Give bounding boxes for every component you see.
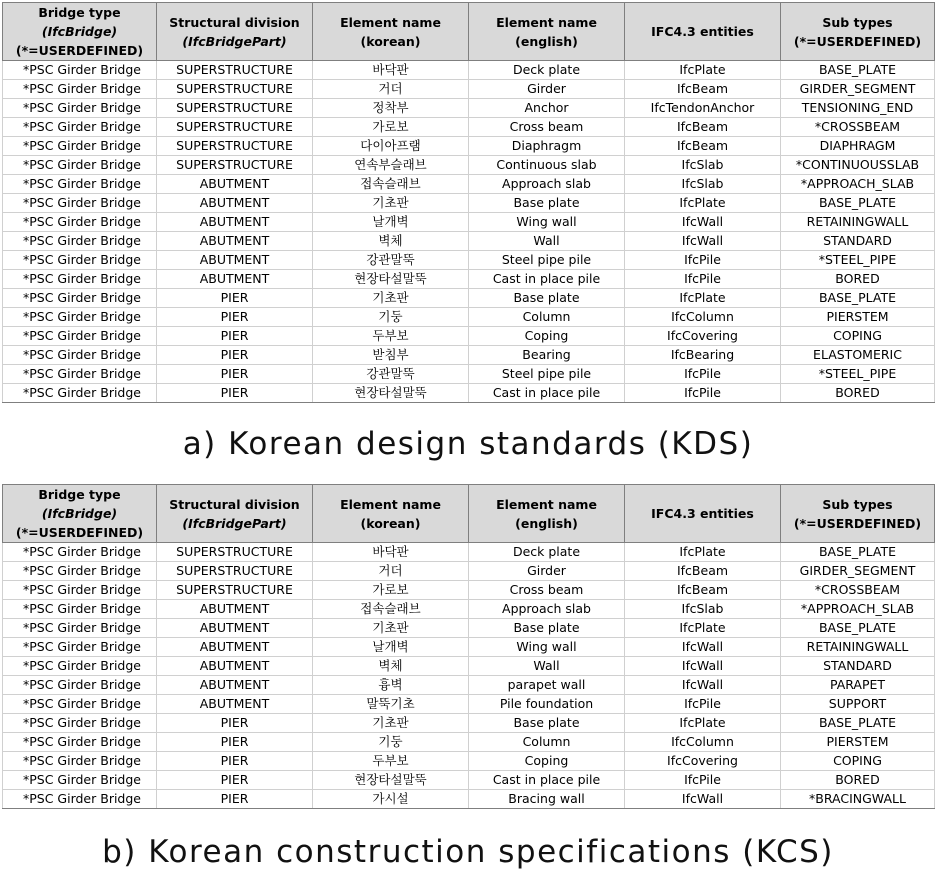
cell-element-name-english: Approach slab: [469, 175, 625, 194]
header-element-name-korean: Element name (korean): [313, 485, 469, 543]
cell-bridge-type: *PSC Girder Bridge: [3, 733, 157, 752]
cell-bridge-type: *PSC Girder Bridge: [3, 327, 157, 346]
cell-element-name-korean: 기초판: [313, 289, 469, 308]
cell-sub-type: GIRDER_SEGMENT: [781, 80, 935, 99]
cell-structural-division: ABUTMENT: [157, 251, 313, 270]
cell-sub-type: *STEEL_PIPE: [781, 365, 935, 384]
cell-sub-type: GIRDER_SEGMENT: [781, 562, 935, 581]
cell-sub-type: *CONTINUOUSSLAB: [781, 156, 935, 175]
cell-element-name-korean: 가로보: [313, 581, 469, 600]
table-row: [3, 118, 935, 137]
cell-ifc-entity: IfcWall: [625, 232, 781, 251]
cell-element-name-english: Bearing: [469, 346, 625, 365]
table-row: [3, 232, 935, 251]
cell-ifc-entity: IfcColumn: [625, 733, 781, 752]
cell-bridge-type: *PSC Girder Bridge: [3, 638, 157, 657]
table-row: [3, 657, 935, 676]
cell-element-name-korean: 접속슬래브: [313, 600, 469, 619]
cell-element-name-english: Steel pipe pile: [469, 251, 625, 270]
cell-element-name-english: Coping: [469, 327, 625, 346]
cell-ifc-entity: IfcPile: [625, 771, 781, 790]
cell-sub-type: *BRACINGWALL: [781, 790, 935, 809]
cell-ifc-entity: IfcPile: [625, 251, 781, 270]
cell-ifc-entity: IfcBearing: [625, 346, 781, 365]
cell-sub-type: BORED: [781, 270, 935, 289]
cell-structural-division: PIER: [157, 308, 313, 327]
cell-structural-division: ABUTMENT: [157, 657, 313, 676]
cell-structural-division: SUPERSTRUCTURE: [157, 118, 313, 137]
cell-sub-type: BASE_PLATE: [781, 289, 935, 308]
cell-sub-type: *CROSSBEAM: [781, 118, 935, 137]
cell-element-name-korean: 기초판: [313, 714, 469, 733]
kds-mapping-table: [2, 2, 935, 403]
cell-element-name-korean: 두부보: [313, 752, 469, 771]
cell-sub-type: *CROSSBEAM: [781, 581, 935, 600]
cell-structural-division: PIER: [157, 771, 313, 790]
cell-element-name-english: Cross beam: [469, 581, 625, 600]
cell-element-name-korean: 벽체: [313, 232, 469, 251]
table-row: [3, 194, 935, 213]
header-element-name-english: Element name (english): [469, 485, 625, 543]
cell-element-name-korean: 바닥판: [313, 61, 469, 80]
caption-kcs: b) Korean construction specifications (KCS): [102, 834, 834, 870]
cell-element-name-korean: 흉벽: [313, 676, 469, 695]
cell-sub-type: RETAININGWALL: [781, 638, 935, 657]
header-bridge-type: Bridge type (IfcBridge) (*=USERDEFINED): [3, 485, 157, 543]
header-ifc-entities: IFC4.3 entities: [625, 3, 781, 61]
cell-sub-type: BASE_PLATE: [781, 619, 935, 638]
cell-element-name-english: Wall: [469, 657, 625, 676]
header-structural-division: Structural division (IfcBridgePart): [157, 3, 313, 61]
cell-structural-division: ABUTMENT: [157, 194, 313, 213]
cell-ifc-entity: IfcBeam: [625, 581, 781, 600]
cell-sub-type: *APPROACH_SLAB: [781, 175, 935, 194]
cell-element-name-english: Approach slab: [469, 600, 625, 619]
table-row: [3, 346, 935, 365]
cell-structural-division: PIER: [157, 365, 313, 384]
cell-bridge-type: *PSC Girder Bridge: [3, 714, 157, 733]
cell-element-name-korean: 강관말뚝: [313, 365, 469, 384]
cell-element-name-korean: 기초판: [313, 194, 469, 213]
cell-element-name-korean: 현장타설말뚝: [313, 270, 469, 289]
cell-bridge-type: *PSC Girder Bridge: [3, 790, 157, 809]
cell-bridge-type: *PSC Girder Bridge: [3, 619, 157, 638]
cell-ifc-entity: IfcWall: [625, 638, 781, 657]
cell-element-name-korean: 다이아프램: [313, 137, 469, 156]
cell-element-name-korean: 강관말뚝: [313, 251, 469, 270]
cell-structural-division: SUPERSTRUCTURE: [157, 61, 313, 80]
cell-structural-division: PIER: [157, 384, 313, 403]
cell-element-name-english: Deck plate: [469, 61, 625, 80]
cell-element-name-korean: 정착부: [313, 99, 469, 118]
table-row: [3, 790, 935, 809]
table-row: [3, 771, 935, 790]
cell-sub-type: PARAPET: [781, 676, 935, 695]
cell-structural-division: SUPERSTRUCTURE: [157, 562, 313, 581]
cell-structural-division: PIER: [157, 289, 313, 308]
table-row: [3, 251, 935, 270]
table-row: [3, 327, 935, 346]
cell-structural-division: SUPERSTRUCTURE: [157, 581, 313, 600]
header-sub-types: Sub types (*=USERDEFINED): [781, 485, 935, 543]
cell-structural-division: ABUTMENT: [157, 676, 313, 695]
cell-ifc-entity: IfcBeam: [625, 80, 781, 99]
kcs-table-panel: [2, 484, 934, 809]
cell-structural-division: SUPERSTRUCTURE: [157, 543, 313, 562]
cell-element-name-english: Base plate: [469, 714, 625, 733]
cell-sub-type: BASE_PLATE: [781, 543, 935, 562]
cell-sub-type: PIERSTEM: [781, 308, 935, 327]
table-row: [3, 581, 935, 600]
cell-sub-type: STANDARD: [781, 657, 935, 676]
cell-bridge-type: *PSC Girder Bridge: [3, 137, 157, 156]
cell-structural-division: ABUTMENT: [157, 213, 313, 232]
cell-element-name-english: Wall: [469, 232, 625, 251]
cell-ifc-entity: IfcPlate: [625, 543, 781, 562]
table-row: [3, 289, 935, 308]
cell-element-name-english: Coping: [469, 752, 625, 771]
cell-sub-type: COPING: [781, 752, 935, 771]
header-element-name-english: Element name (english): [469, 3, 625, 61]
cell-element-name-english: Base plate: [469, 619, 625, 638]
table-row: [3, 676, 935, 695]
table-row: [3, 562, 935, 581]
table-row: [3, 714, 935, 733]
cell-element-name-english: Base plate: [469, 289, 625, 308]
cell-structural-division: SUPERSTRUCTURE: [157, 137, 313, 156]
cell-structural-division: ABUTMENT: [157, 270, 313, 289]
cell-structural-division: SUPERSTRUCTURE: [157, 99, 313, 118]
table-row: [3, 308, 935, 327]
cell-element-name-english: Deck plate: [469, 543, 625, 562]
cell-bridge-type: *PSC Girder Bridge: [3, 346, 157, 365]
cell-ifc-entity: IfcWall: [625, 790, 781, 809]
cell-bridge-type: *PSC Girder Bridge: [3, 657, 157, 676]
kcs-table-body: [3, 543, 935, 809]
table-row: [3, 270, 935, 289]
cell-element-name-korean: 현장타설말뚝: [313, 384, 469, 403]
cell-element-name-english: Cross beam: [469, 118, 625, 137]
table-row: [3, 99, 935, 118]
cell-ifc-entity: IfcTendonAnchor: [625, 99, 781, 118]
table-row: [3, 619, 935, 638]
cell-element-name-english: Bracing wall: [469, 790, 625, 809]
cell-element-name-korean: 두부보: [313, 327, 469, 346]
cell-structural-division: PIER: [157, 327, 313, 346]
cell-sub-type: *STEEL_PIPE: [781, 251, 935, 270]
table-row: [3, 175, 935, 194]
cell-bridge-type: *PSC Girder Bridge: [3, 251, 157, 270]
table-row: [3, 365, 935, 384]
cell-element-name-english: Pile foundation: [469, 695, 625, 714]
cell-sub-type: ELASTOMERIC: [781, 346, 935, 365]
cell-element-name-english: Column: [469, 733, 625, 752]
cell-element-name-english: Anchor: [469, 99, 625, 118]
cell-structural-division: ABUTMENT: [157, 175, 313, 194]
cell-ifc-entity: IfcBeam: [625, 118, 781, 137]
cell-sub-type: DIAPHRAGM: [781, 137, 935, 156]
cell-bridge-type: *PSC Girder Bridge: [3, 232, 157, 251]
cell-structural-division: PIER: [157, 714, 313, 733]
cell-ifc-entity: IfcWall: [625, 676, 781, 695]
cell-element-name-korean: 벽체: [313, 657, 469, 676]
header-bridge-type: Bridge type (IfcBridge) (*=USERDEFINED): [3, 3, 157, 61]
cell-element-name-korean: 거더: [313, 562, 469, 581]
cell-element-name-korean: 바닥판: [313, 543, 469, 562]
table-row: [3, 384, 935, 403]
cell-bridge-type: *PSC Girder Bridge: [3, 156, 157, 175]
cell-element-name-english: Steel pipe pile: [469, 365, 625, 384]
cell-structural-division: ABUTMENT: [157, 232, 313, 251]
cell-structural-division: PIER: [157, 790, 313, 809]
cell-sub-type: BASE_PLATE: [781, 714, 935, 733]
table-header-row: [3, 485, 935, 543]
cell-bridge-type: *PSC Girder Bridge: [3, 194, 157, 213]
cell-ifc-entity: IfcPile: [625, 695, 781, 714]
cell-structural-division: SUPERSTRUCTURE: [157, 156, 313, 175]
cell-structural-division: ABUTMENT: [157, 695, 313, 714]
cell-ifc-entity: IfcCovering: [625, 752, 781, 771]
cell-element-name-korean: 가시설: [313, 790, 469, 809]
cell-sub-type: STANDARD: [781, 232, 935, 251]
kds-table-body: [3, 61, 935, 403]
cell-element-name-korean: 기둥: [313, 308, 469, 327]
cell-ifc-entity: IfcWall: [625, 213, 781, 232]
cell-ifc-entity: IfcPlate: [625, 289, 781, 308]
cell-structural-division: ABUTMENT: [157, 638, 313, 657]
cell-element-name-english: Diaphragm: [469, 137, 625, 156]
cell-sub-type: COPING: [781, 327, 935, 346]
cell-structural-division: PIER: [157, 752, 313, 771]
cell-sub-type: *APPROACH_SLAB: [781, 600, 935, 619]
cell-ifc-entity: IfcPlate: [625, 194, 781, 213]
cell-element-name-english: Continuous slab: [469, 156, 625, 175]
cell-sub-type: PIERSTEM: [781, 733, 935, 752]
cell-element-name-korean: 기둥: [313, 733, 469, 752]
cell-bridge-type: *PSC Girder Bridge: [3, 289, 157, 308]
cell-element-name-korean: 접속슬래브: [313, 175, 469, 194]
cell-ifc-entity: IfcSlab: [625, 175, 781, 194]
cell-ifc-entity: IfcPile: [625, 270, 781, 289]
cell-sub-type: BORED: [781, 771, 935, 790]
table-row: [3, 156, 935, 175]
cell-bridge-type: *PSC Girder Bridge: [3, 61, 157, 80]
cell-element-name-korean: 받침부: [313, 346, 469, 365]
cell-element-name-english: Girder: [469, 562, 625, 581]
cell-ifc-entity: IfcColumn: [625, 308, 781, 327]
cell-bridge-type: *PSC Girder Bridge: [3, 118, 157, 137]
cell-ifc-entity: IfcBeam: [625, 562, 781, 581]
cell-element-name-english: Girder: [469, 80, 625, 99]
cell-sub-type: SUPPORT: [781, 695, 935, 714]
cell-element-name-english: Column: [469, 308, 625, 327]
cell-element-name-english: parapet wall: [469, 676, 625, 695]
cell-bridge-type: *PSC Girder Bridge: [3, 384, 157, 403]
cell-bridge-type: *PSC Girder Bridge: [3, 213, 157, 232]
cell-sub-type: RETAININGWALL: [781, 213, 935, 232]
cell-element-name-korean: 연속부슬래브: [313, 156, 469, 175]
cell-ifc-entity: IfcWall: [625, 657, 781, 676]
cell-element-name-english: Wing wall: [469, 638, 625, 657]
table-row: [3, 137, 935, 156]
header-structural-division: Structural division (IfcBridgePart): [157, 485, 313, 543]
cell-sub-type: BORED: [781, 384, 935, 403]
header-ifc-entities: IFC4.3 entities: [625, 485, 781, 543]
cell-bridge-type: *PSC Girder Bridge: [3, 270, 157, 289]
table-row: [3, 543, 935, 562]
table-row: [3, 638, 935, 657]
cell-structural-division: SUPERSTRUCTURE: [157, 80, 313, 99]
table-row: [3, 752, 935, 771]
cell-ifc-entity: IfcPile: [625, 365, 781, 384]
header-sub-types: Sub types (*=USERDEFINED): [781, 3, 935, 61]
caption-kds: a) Korean design standards (KDS): [182, 426, 754, 462]
cell-ifc-entity: IfcBeam: [625, 137, 781, 156]
kcs-mapping-table: [2, 484, 935, 809]
table-row: [3, 80, 935, 99]
cell-ifc-entity: IfcCovering: [625, 327, 781, 346]
cell-element-name-english: Base plate: [469, 194, 625, 213]
cell-ifc-entity: IfcPlate: [625, 714, 781, 733]
cell-element-name-korean: 날개벽: [313, 213, 469, 232]
cell-structural-division: PIER: [157, 733, 313, 752]
cell-element-name-english: Cast in place pile: [469, 270, 625, 289]
cell-ifc-entity: IfcSlab: [625, 600, 781, 619]
cell-bridge-type: *PSC Girder Bridge: [3, 175, 157, 194]
cell-element-name-english: Cast in place pile: [469, 771, 625, 790]
cell-ifc-entity: IfcPlate: [625, 61, 781, 80]
cell-sub-type: TENSIONING_END: [781, 99, 935, 118]
cell-element-name-korean: 기초판: [313, 619, 469, 638]
cell-ifc-entity: IfcPlate: [625, 619, 781, 638]
cell-ifc-entity: IfcPile: [625, 384, 781, 403]
cell-bridge-type: *PSC Girder Bridge: [3, 543, 157, 562]
table-row: [3, 213, 935, 232]
cell-structural-division: ABUTMENT: [157, 600, 313, 619]
table-row: [3, 695, 935, 714]
cell-sub-type: BASE_PLATE: [781, 194, 935, 213]
cell-bridge-type: *PSC Girder Bridge: [3, 562, 157, 581]
table-row: [3, 600, 935, 619]
table-row: [3, 733, 935, 752]
cell-element-name-korean: 가로보: [313, 118, 469, 137]
kds-table-panel: [2, 2, 934, 403]
cell-ifc-entity: IfcSlab: [625, 156, 781, 175]
cell-bridge-type: *PSC Girder Bridge: [3, 365, 157, 384]
table-header-row: [3, 3, 935, 61]
cell-element-name-korean: 현장타설말뚝: [313, 771, 469, 790]
cell-bridge-type: *PSC Girder Bridge: [3, 308, 157, 327]
cell-bridge-type: *PSC Girder Bridge: [3, 752, 157, 771]
cell-structural-division: ABUTMENT: [157, 619, 313, 638]
cell-element-name-korean: 거더: [313, 80, 469, 99]
cell-element-name-korean: 날개벽: [313, 638, 469, 657]
cell-bridge-type: *PSC Girder Bridge: [3, 80, 157, 99]
cell-element-name-english: Wing wall: [469, 213, 625, 232]
cell-bridge-type: *PSC Girder Bridge: [3, 600, 157, 619]
cell-sub-type: BASE_PLATE: [781, 61, 935, 80]
cell-bridge-type: *PSC Girder Bridge: [3, 581, 157, 600]
cell-bridge-type: *PSC Girder Bridge: [3, 676, 157, 695]
cell-bridge-type: *PSC Girder Bridge: [3, 771, 157, 790]
cell-element-name-english: Cast in place pile: [469, 384, 625, 403]
cell-bridge-type: *PSC Girder Bridge: [3, 695, 157, 714]
table-row: [3, 61, 935, 80]
cell-element-name-korean: 말뚝기초: [313, 695, 469, 714]
header-element-name-korean: Element name (korean): [313, 3, 469, 61]
cell-bridge-type: *PSC Girder Bridge: [3, 99, 157, 118]
cell-structural-division: PIER: [157, 346, 313, 365]
